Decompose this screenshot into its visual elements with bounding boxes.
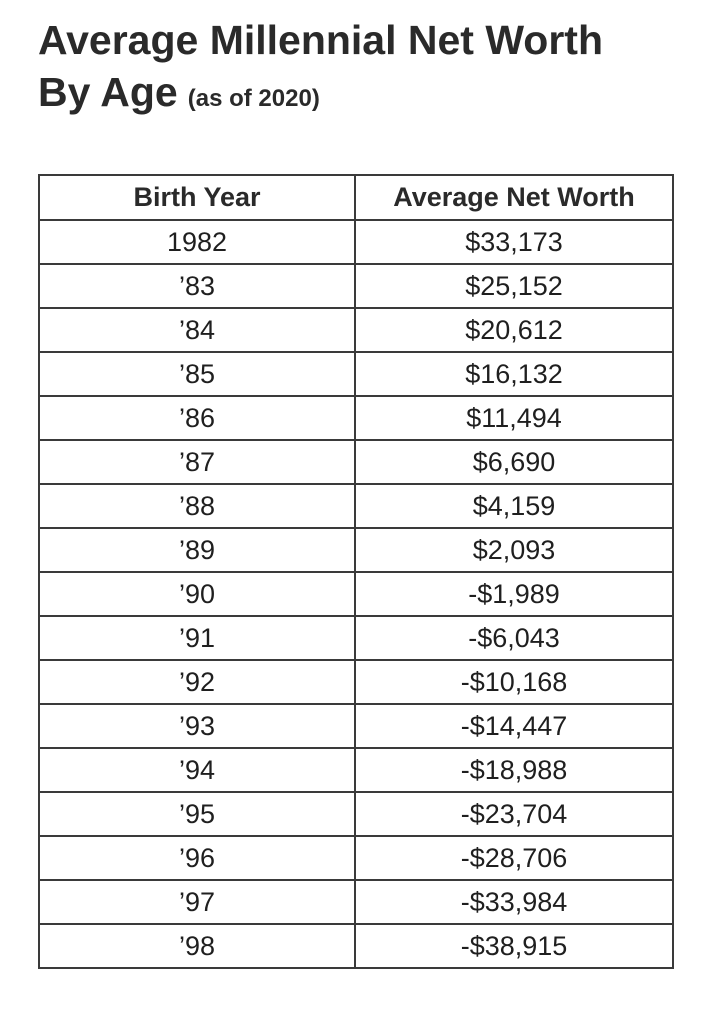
- birth-year-cell: ’98: [39, 924, 355, 968]
- table-row: [39, 308, 673, 352]
- net-worth-cell: $4,159: [355, 484, 673, 528]
- net-worth-cell: -$28,706: [355, 836, 673, 880]
- table-row: [39, 924, 673, 968]
- net-worth-cell: $2,093: [355, 528, 673, 572]
- net-worth-cell: $33,173: [355, 220, 673, 264]
- header-average-net-worth: Average Net Worth: [355, 175, 673, 220]
- page-title: [38, 14, 698, 125]
- birth-year-cell: ’95: [39, 792, 355, 836]
- net-worth-cell: -$33,984: [355, 880, 673, 924]
- birth-year-cell: ’93: [39, 704, 355, 748]
- net-worth-cell: $20,612: [355, 308, 673, 352]
- table-row: [39, 264, 673, 308]
- birth-year-cell: ’94: [39, 748, 355, 792]
- birth-year-cell: 1982: [39, 220, 355, 264]
- table-row: [39, 484, 673, 528]
- birth-year-cell: ’97: [39, 880, 355, 924]
- table-row: [39, 220, 673, 264]
- table-row: [39, 396, 673, 440]
- net-worth-cell: $11,494: [355, 396, 673, 440]
- table-row: [39, 792, 673, 836]
- table-row: [39, 440, 673, 484]
- title-line-2-text: By Age: [38, 69, 178, 115]
- birth-year-cell: ’91: [39, 616, 355, 660]
- title-line-1: Average Millennial Net Worth: [38, 17, 603, 63]
- title-line-2: [38, 66, 698, 125]
- table-row: [39, 572, 673, 616]
- table-row: [39, 616, 673, 660]
- table-row: [39, 660, 673, 704]
- birth-year-cell: ’85: [39, 352, 355, 396]
- birth-year-cell: ’89: [39, 528, 355, 572]
- birth-year-cell: ’83: [39, 264, 355, 308]
- birth-year-cell: ’84: [39, 308, 355, 352]
- net-worth-cell: -$6,043: [355, 616, 673, 660]
- net-worth-cell: -$18,988: [355, 748, 673, 792]
- net-worth-cell: -$14,447: [355, 704, 673, 748]
- table-row: [39, 836, 673, 880]
- net-worth-cell: $6,690: [355, 440, 673, 484]
- birth-year-cell: ’90: [39, 572, 355, 616]
- title-subtitle: (as of 2020): [187, 85, 320, 112]
- table-row: [39, 352, 673, 396]
- table-header-row: [39, 175, 673, 220]
- table-row: [39, 748, 673, 792]
- net-worth-table: [38, 174, 674, 969]
- net-worth-cell: $25,152: [355, 264, 673, 308]
- net-worth-cell: -$10,168: [355, 660, 673, 704]
- net-worth-cell: -$1,989: [355, 572, 673, 616]
- table-body: [39, 220, 673, 968]
- net-worth-cell: -$23,704: [355, 792, 673, 836]
- table-row: [39, 704, 673, 748]
- birth-year-cell: ’88: [39, 484, 355, 528]
- net-worth-cell: $16,132: [355, 352, 673, 396]
- table-row: [39, 528, 673, 572]
- net-worth-cell: -$38,915: [355, 924, 673, 968]
- birth-year-cell: ’86: [39, 396, 355, 440]
- birth-year-cell: ’87: [39, 440, 355, 484]
- table-row: [39, 880, 673, 924]
- birth-year-cell: ’96: [39, 836, 355, 880]
- birth-year-cell: ’92: [39, 660, 355, 704]
- header-birth-year: Birth Year: [39, 175, 355, 220]
